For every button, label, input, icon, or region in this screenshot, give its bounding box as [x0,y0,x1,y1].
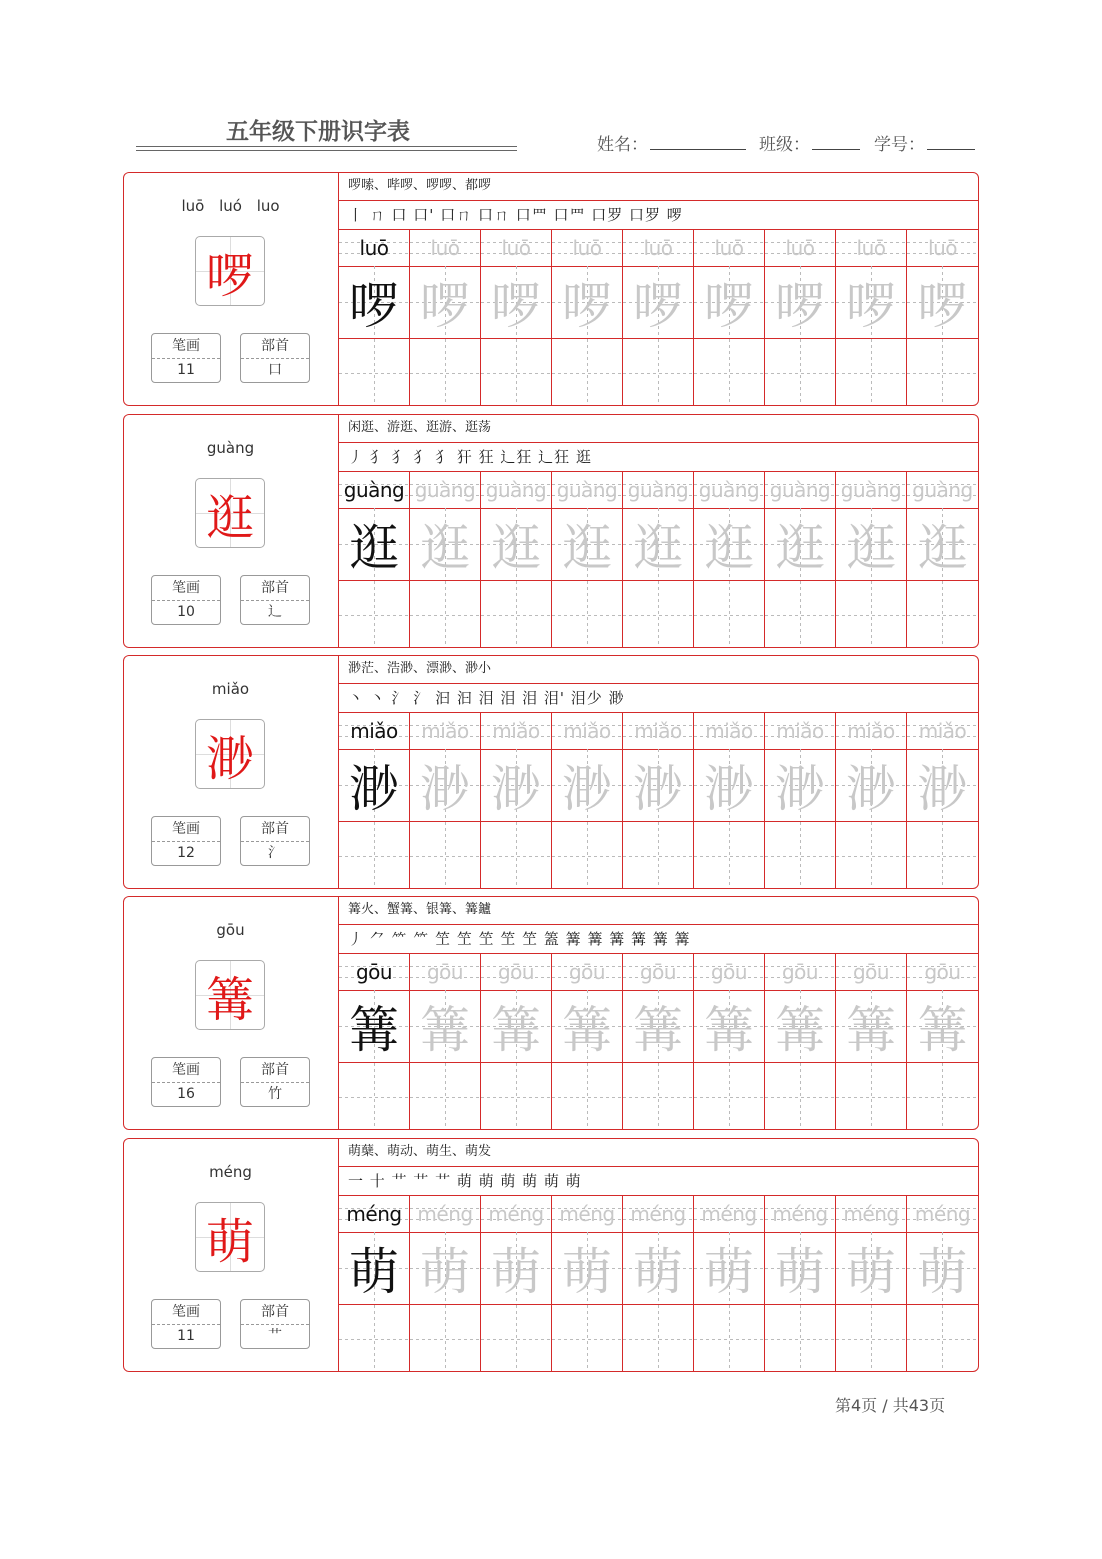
char-trace-glyph: 啰 [491,277,541,335]
pinyin-practice-cell: gōu [339,954,410,990]
stroke-count-value: 16 [177,1086,195,1102]
char-trace-glyph: 渺 [704,760,754,818]
char-blank-cell[interactable] [410,1305,481,1372]
pinyin-practice-cell[interactable]: gōu [694,954,765,990]
char-trace-glyph: 啰 [349,277,399,335]
char-trace-cell[interactable] [836,749,907,821]
stroke-count-box [151,1057,221,1107]
name-label: 姓名： [597,135,648,155]
stroke-count-label: 笔画 [152,334,220,359]
radical-value: 艹 [268,1328,282,1344]
char-card [123,655,979,889]
practice-panel [339,656,978,888]
pinyin-practice-cell[interactable]: luō [765,230,836,266]
radical-value: 口 [268,362,282,378]
pinyin-practice-cell: méng [339,1196,410,1232]
pinyin-practice-cell[interactable]: luō [481,230,552,266]
char-trace-cell[interactable] [907,990,978,1062]
title-underline [136,146,517,147]
char-trace-cell[interactable] [836,508,907,580]
pinyin-practice-row [339,1196,978,1233]
char-trace-glyph: 逛 [704,519,754,577]
stroke-count-box [151,333,221,383]
char-trace-cell[interactable] [694,990,765,1062]
stroke-order: 丿 ⺈ ⺮ ⺮ 笁 笁 笁 笁 笁 篕 篝 篝 篝 篝 篝 篝 [339,925,978,954]
pinyin-practice-cell: luō [339,230,410,266]
char-trace-cell [339,266,410,338]
char-blank-cell[interactable] [481,339,552,406]
char-blank-cell[interactable] [836,1063,907,1130]
char-trace-glyph: 篝 [917,1001,968,1059]
char-trace-row [339,990,978,1063]
pinyin-practice-cell[interactable]: miǎo [836,713,907,749]
radical-label: 部首 [241,817,309,842]
char-display: 逛 [195,478,265,548]
char-pinyin: méng [209,1163,252,1181]
pinyin-practice-cell: guàng [339,472,410,508]
char-blank-cell[interactable] [765,581,836,648]
char-trace-cell[interactable] [765,749,836,821]
radical-value: 竹 [268,1086,282,1102]
name-field[interactable] [650,149,746,150]
char-trace-glyph: 篝 [491,1001,541,1059]
char-blank-cell[interactable] [410,1063,481,1130]
pinyin-practice-cell[interactable]: gōu [836,954,907,990]
char-trace-glyph: 逛 [420,519,470,577]
char-trace-cell[interactable] [410,1232,481,1304]
practice-panel [339,1139,978,1371]
class-field[interactable] [812,149,860,150]
pinyin-practice-cell[interactable]: luō [623,230,694,266]
char-trace-row [339,266,978,339]
char-trace-cell[interactable] [836,1232,907,1304]
char-blank-cell[interactable] [339,822,410,889]
pinyin-practice-cell[interactable]: miǎo [481,713,552,749]
pinyin-practice-cell: miǎo [339,713,410,749]
char-trace-cell [339,749,410,821]
pinyin-practice-cell[interactable]: gōu [481,954,552,990]
char-blank-cell[interactable] [552,822,623,889]
pinyin-practice-cell[interactable]: guàng [623,472,694,508]
char-trace-cell[interactable] [836,990,907,1062]
char-trace-glyph: 逛 [349,519,399,577]
char-pinyin: guàng [206,439,255,457]
number-label: 学号： [874,135,925,155]
char-trace-glyph: 萌 [775,1243,825,1301]
char-blank-cell[interactable] [694,1063,765,1130]
char-blank-cell[interactable] [481,822,552,889]
stroke-order: 丶 丶 氵 氵 汩 汩 泪 泪 泪 泪' 泪少 渺 [339,684,978,713]
char-trace-glyph: 渺 [846,760,896,818]
pinyin-practice-cell[interactable]: méng [410,1196,481,1232]
radical-label: 部首 [241,334,309,359]
pinyin-practice-cell[interactable]: gōu [623,954,694,990]
pinyin-practice-cell[interactable]: gōu [552,954,623,990]
char-blank-cell[interactable] [765,339,836,406]
pinyin-practice-cell[interactable]: miǎo [410,713,481,749]
char-trace-cell[interactable] [907,266,978,338]
char-trace-cell[interactable] [481,749,552,821]
char-trace-row [339,1232,978,1305]
radical-box [240,1057,310,1107]
char-trace-cell[interactable] [765,266,836,338]
char-blank-cell[interactable] [410,822,481,889]
pinyin-practice-cell[interactable]: luō [907,230,978,266]
pinyin-practice-row [339,230,978,267]
char-trace-glyph: 逛 [562,519,612,577]
char-trace-glyph: 萌 [846,1243,896,1301]
pinyin-practice-cell[interactable]: guàng [410,472,481,508]
class-label: 班级： [759,135,810,155]
char-trace-glyph: 啰 [420,277,470,335]
stroke-count-value: 11 [177,1328,195,1344]
char-trace-glyph: 渺 [562,760,612,818]
char-blank-cell[interactable] [623,1063,694,1130]
radical-label: 部首 [241,1300,309,1325]
char-trace-glyph: 啰 [775,277,825,335]
pinyin-practice-cell[interactable]: méng [694,1196,765,1232]
practice-panel [339,173,978,405]
char-trace-glyph: 逛 [633,519,683,577]
char-trace-cell [339,990,410,1062]
char-trace-glyph: 逛 [491,519,541,577]
char-blank-cell[interactable] [694,581,765,648]
char-trace-cell [339,1232,410,1304]
radical-label: 部首 [241,576,309,601]
word-examples: 啰嗦、哔啰、啰啰、都啰 [339,173,978,201]
char-trace-glyph: 逛 [917,519,968,577]
char-trace-glyph: 逛 [775,519,825,577]
pinyin-practice-cell[interactable]: miǎo [765,713,836,749]
char-blank-row [339,339,978,406]
char-display: 萌 [195,1202,265,1272]
stroke-count-box [151,816,221,866]
char-trace-glyph: 萌 [349,1243,399,1301]
title-underline-2 [136,150,517,151]
char-trace-cell[interactable] [481,508,552,580]
char-blank-cell[interactable] [694,1305,765,1372]
char-trace-glyph: 啰 [846,277,896,335]
char-blank-cell[interactable] [552,581,623,648]
char-blank-cell[interactable] [765,822,836,889]
char-trace-cell[interactable] [552,1232,623,1304]
char-card [123,172,979,406]
char-pinyin: luō luó luo [181,197,280,215]
pinyin-practice-cell[interactable]: guàng [694,472,765,508]
char-trace-cell[interactable] [410,990,481,1062]
char-trace-glyph: 篝 [704,1001,754,1059]
practice-panel [339,897,978,1129]
char-blank-cell[interactable] [907,339,978,406]
pinyin-practice-cell[interactable]: méng [623,1196,694,1232]
char-trace-glyph: 渺 [349,760,399,818]
radical-value: 氵 [268,845,282,861]
char-trace-glyph: 渺 [775,760,825,818]
char-trace-glyph: 篝 [562,1001,612,1059]
radical-label: 部首 [241,1058,309,1083]
char-blank-cell[interactable] [765,1305,836,1372]
pinyin-practice-cell[interactable]: miǎo [623,713,694,749]
pinyin-practice-cell[interactable]: luō [410,230,481,266]
pinyin-practice-cell[interactable]: guàng [765,472,836,508]
char-trace-cell[interactable] [907,1232,978,1304]
char-blank-cell[interactable] [552,1063,623,1130]
char-trace-cell[interactable] [623,266,694,338]
char-blank-cell[interactable] [836,581,907,648]
char-trace-glyph: 萌 [704,1243,754,1301]
char-trace-glyph: 篝 [846,1001,896,1059]
word-examples: 渺茫、浩渺、漂渺、渺小 [339,656,978,684]
char-trace-glyph: 渺 [491,760,541,818]
char-info-panel [124,1139,339,1371]
pinyin-practice-cell[interactable]: miǎo [694,713,765,749]
char-trace-glyph: 篝 [775,1001,825,1059]
char-trace-glyph: 啰 [917,277,968,335]
pinyin-practice-row [339,472,978,509]
stroke-count-value: 12 [177,845,195,861]
char-trace-glyph: 篝 [420,1001,470,1059]
char-blank-cell[interactable] [623,822,694,889]
char-blank-cell[interactable] [552,339,623,406]
char-trace-cell[interactable] [765,990,836,1062]
radical-box [240,575,310,625]
char-pinyin: gōu [216,921,245,939]
char-blank-cell[interactable] [836,339,907,406]
char-display: 篝 [195,960,265,1030]
char-trace-glyph: 啰 [704,277,754,335]
char-info-panel [124,656,339,888]
char-trace-cell[interactable] [410,266,481,338]
number-field[interactable] [927,149,975,150]
char-blank-cell[interactable] [907,1305,978,1372]
char-trace-cell[interactable] [694,266,765,338]
pinyin-practice-cell[interactable]: guàng [552,472,623,508]
char-trace-cell[interactable] [907,749,978,821]
char-trace-cell[interactable] [481,990,552,1062]
char-blank-cell[interactable] [907,822,978,889]
char-trace-cell[interactable] [694,749,765,821]
word-examples: 篝火、蟹篝、银篝、篝鑪 [339,897,978,925]
char-trace-glyph: 篝 [633,1001,683,1059]
char-blank-cell[interactable] [623,581,694,648]
char-blank-row [339,1305,978,1372]
radical-box [240,816,310,866]
char-blank-cell[interactable] [694,339,765,406]
radical-value: 辶 [268,604,282,620]
char-blank-row [339,581,978,648]
char-blank-cell[interactable] [623,339,694,406]
pinyin-practice-cell[interactable]: guàng [836,472,907,508]
char-info-panel [124,415,339,647]
char-info-panel [124,897,339,1129]
char-trace-row [339,749,978,822]
char-trace-cell[interactable] [552,990,623,1062]
pinyin-practice-cell[interactable]: méng [907,1196,978,1232]
pinyin-practice-cell[interactable]: guàng [481,472,552,508]
pinyin-practice-cell[interactable]: miǎo [552,713,623,749]
char-trace-glyph: 逛 [846,519,896,577]
char-trace-cell[interactable] [481,1232,552,1304]
char-trace-cell[interactable] [694,1232,765,1304]
char-blank-cell[interactable] [339,1305,410,1372]
char-trace-glyph: 啰 [562,277,612,335]
char-trace-cell[interactable] [552,266,623,338]
char-blank-cell[interactable] [339,339,410,406]
char-blank-cell[interactable] [552,1305,623,1372]
pinyin-practice-cell[interactable]: méng [481,1196,552,1232]
char-trace-glyph: 萌 [491,1243,541,1301]
pinyin-practice-cell[interactable]: luō [694,230,765,266]
stroke-count-label: 笔画 [152,576,220,601]
char-card [123,1138,979,1372]
char-trace-glyph: 啰 [633,277,683,335]
char-blank-cell[interactable] [694,822,765,889]
stroke-order: 丿 犭 犭 犭 犭 犴 狂 辶狂 辶狂 逛 [339,443,978,472]
char-trace-glyph: 萌 [633,1243,683,1301]
pinyin-practice-cell[interactable]: gōu [907,954,978,990]
practice-panel [339,415,978,647]
pinyin-practice-row [339,713,978,750]
pinyin-practice-cell[interactable]: méng [765,1196,836,1232]
stroke-count-box [151,1299,221,1349]
char-blank-cell[interactable] [907,1063,978,1130]
char-trace-glyph: 篝 [349,1001,399,1059]
pinyin-practice-cell[interactable]: miǎo [907,713,978,749]
pinyin-practice-cell[interactable]: luō [552,230,623,266]
char-trace-glyph: 渺 [917,760,968,818]
char-blank-cell[interactable] [339,1063,410,1130]
char-trace-cell[interactable] [481,266,552,338]
page-header [0,0,1102,170]
page-number: 第4页 / 共43页 [835,1396,946,1415]
stroke-count-value: 10 [177,604,195,620]
word-examples: 萌蘖、萌动、萌生、萌发 [339,1139,978,1167]
char-blank-cell[interactable] [410,339,481,406]
char-trace-cell[interactable] [410,508,481,580]
char-trace-cell[interactable] [410,749,481,821]
stroke-count-value: 11 [177,362,195,378]
char-trace-cell[interactable] [907,508,978,580]
char-trace-glyph: 渺 [633,760,683,818]
char-pinyin: miǎo [211,680,250,698]
stroke-order: 丨 ㄇ 口 口' 口ㄇ 口ㄇ 口罒 口罒 口罗 口罗 啰 [339,201,978,230]
char-trace-glyph: 萌 [562,1243,612,1301]
char-display: 渺 [195,719,265,789]
stroke-count-box [151,575,221,625]
stroke-count-label: 笔画 [152,1058,220,1083]
pinyin-practice-cell[interactable]: gōu [410,954,481,990]
char-display: 啰 [195,236,265,306]
char-blank-cell[interactable] [339,581,410,648]
char-trace-row [339,508,978,581]
char-trace-cell[interactable] [623,1232,694,1304]
char-trace-cell[interactable] [765,508,836,580]
char-blank-cell[interactable] [907,581,978,648]
char-trace-cell[interactable] [765,1232,836,1304]
char-blank-cell[interactable] [623,1305,694,1372]
stroke-count-label: 笔画 [152,817,220,842]
pinyin-practice-cell[interactable]: méng [836,1196,907,1232]
char-blank-cell[interactable] [836,1305,907,1372]
radical-box [240,333,310,383]
pinyin-practice-cell[interactable]: guàng [907,472,978,508]
page-title: 五年级下册识字表 [226,119,410,145]
radical-box [240,1299,310,1349]
char-card [123,414,979,648]
char-trace-cell[interactable] [836,266,907,338]
char-blank-cell[interactable] [836,822,907,889]
char-blank-row [339,822,978,889]
char-trace-cell[interactable] [623,990,694,1062]
char-blank-cell[interactable] [481,581,552,648]
char-blank-cell[interactable] [481,1063,552,1130]
char-trace-cell [339,508,410,580]
char-trace-cell[interactable] [694,508,765,580]
word-examples: 闲逛、游逛、逛游、逛荡 [339,415,978,443]
char-card [123,896,979,1130]
char-blank-cell[interactable] [410,581,481,648]
char-trace-cell[interactable] [623,749,694,821]
char-trace-glyph: 渺 [420,760,470,818]
char-trace-cell[interactable] [552,508,623,580]
stroke-count-label: 笔画 [152,1300,220,1325]
stroke-order: 一 十 艹 艹 艹 萌 萌 萌 萌 萌 萌 [339,1167,978,1196]
pinyin-practice-row [339,954,978,991]
char-blank-cell[interactable] [765,1063,836,1130]
char-trace-cell[interactable] [623,508,694,580]
char-blank-cell[interactable] [481,1305,552,1372]
char-trace-cell[interactable] [552,749,623,821]
pinyin-practice-cell[interactable]: méng [552,1196,623,1232]
pinyin-practice-cell[interactable]: luō [836,230,907,266]
char-blank-row [339,1063,978,1130]
char-info-panel [124,173,339,405]
pinyin-practice-cell[interactable]: gōu [765,954,836,990]
char-trace-glyph: 萌 [917,1243,968,1301]
char-trace-glyph: 萌 [420,1243,470,1301]
